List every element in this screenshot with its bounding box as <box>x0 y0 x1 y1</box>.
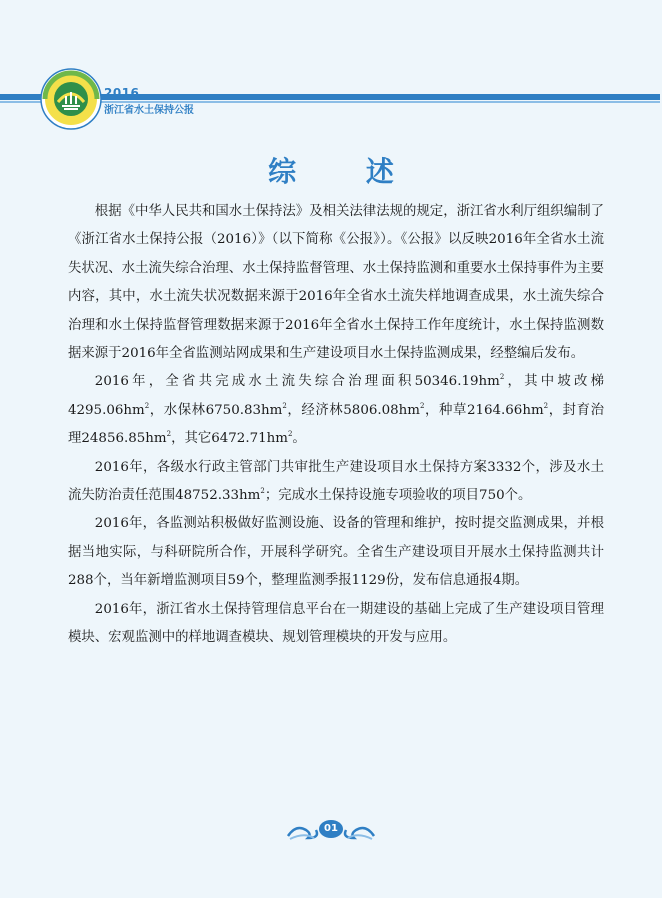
paragraph-info-platform: 2016年，浙江省水土保持管理信息平台在一期建设的基础上完成了生产建设项目管理模块、宏观监测中的样地调查模块、规划管理模块的开发与应用。 <box>68 601 604 646</box>
page-number: 01 <box>324 823 338 834</box>
report-title: 浙江省水土保持公报 <box>104 105 194 116</box>
paragraph-monitoring: 2016年，各监测站积极做好监测设施、设备的管理和维护，按时提交监测成果，并根据当地实际，与科研院所合作，开展科学研究。全省生产建设项目开展水土保持监测共计288个，当年新增监测项目59个，整理监测季报1129份，发布信息通报4期。 <box>68 516 604 589</box>
paragraph-intro: 根据《中华人民共和国水土保持法》及相关法律法规的规定，浙江省水利厅组织编制了《浙江省水土保持公报（2016）》（以下简称《公报》）。《公报》以反映2016年全省水土流失状况、水土流失综合治理、水土保持监督管理、水土保持监测和重要水土保持事件为主要内容，其中，水土流失状况数据来源于2016年全省水土流失样地调查成果，水土流失综合治理和水土保持监督管理数据来源于2016年全省水土保持工作年度统计，水土保持监测数据来源于2016年全省监测站网成果和生产建设项目水土保持监测成果，经整编后发布。 <box>68 204 604 362</box>
body-text <box>68 198 604 653</box>
provincial-logo-icon <box>40 68 102 130</box>
page-title: 综 述 <box>268 155 424 188</box>
report-year: 2016 <box>104 86 140 100</box>
paragraph-supervision: 2016年，各级水行政主管部门共审批生产建设项目水土保持方案3332个，涉及水土流失防治责任范围$48752.33hm^2$；完成水土保持设施专项验收的项目750个。 <box>68 459 604 504</box>
page-header <box>0 0 662 140</box>
paragraph-erosion-control: 2016年，全省共完成水土流失综合治理面积$50346.19hm^2$，其中坡改梯$4295.06hm^2$，水保林$6750.83hm^2$，经济林$5806.08hm^2$，种草$2164.66hm^2$，封育治理$24856.85hm^2$，其它$6472.71hm^2$。 <box>68 373 605 447</box>
